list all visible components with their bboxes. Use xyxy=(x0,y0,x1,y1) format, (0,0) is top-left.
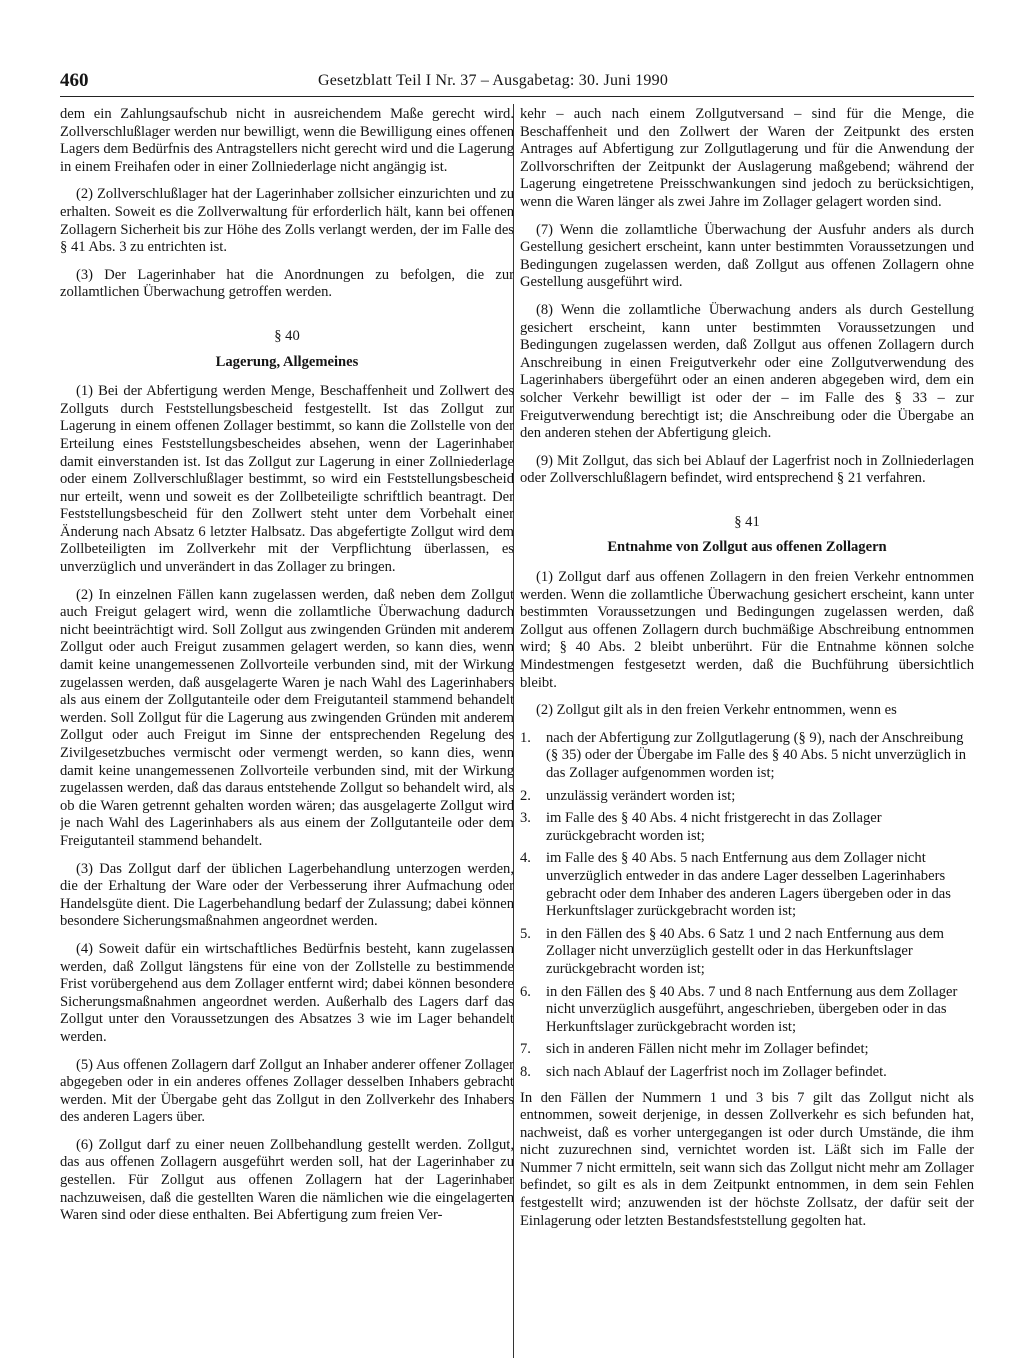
paragraph-continued: kehr – auch nach einem Zollgutversand – sind für die Menge, die Beschaffenheit und den Zollwert der Waren der Zeitpunkt des ersten Antrages auf Abfertigung zur Zollgutlagerung und für die Anwendung der Zollvorschriften der Zeitpunkt der Auslagerung maßgebend; während der Lagerung eingetretene Preisschwankungen sind jedoch zu berücksichtigen, wenn die Waren länger als zwei Jahre im Zollager gelagert worden sind. xyxy=(520,106,974,210)
list-item xyxy=(520,850,974,920)
page-number: 460 xyxy=(60,70,89,91)
list-item xyxy=(520,788,974,806)
list-text: unzulässig verändert worden ist; xyxy=(546,787,736,804)
list-number: 3. xyxy=(520,810,531,827)
list-text: nach der Abfertigung zur Zollgutlagerung (§ 9), nach der Anschreibung (§ 35) oder der Übergabe im Falle des § 40 Abs. 5 nicht unverzüglich in das Zollager aufgenommen worden ist; xyxy=(546,729,967,781)
section-title-41: Entnahme von Zollgut aus offenen Zollagern xyxy=(607,539,887,556)
list-number: 2. xyxy=(520,787,531,804)
paragraph-40-4: (4) Soweit dafür ein wirtschaftliches Bedürfnis besteht, kann zugelassen werden, daß Zollgut längstens für eine von der Zollstelle zu bestimmende Frist vorübergehend aus dem Zollager entfernt wird; dabei können besondere Sicherungsmaßnahmen angeordnet werden. Außerhalb des Lagers darf das Zollgut unter den Voraussetzungen des Absatzes 3 wie im Lager behandelt werden. xyxy=(60,940,514,1045)
paragraph-continued: dem ein Zahlungsaufschub nicht in ausreichendem Maße gerecht wird. Zollverschlußlager werden nur bewilligt, wenn die Bewilligung eines offenen Lagers dem Bedürfnis des Antragstellers nicht gerecht wird und die Lagerung in einem Freihafen oder in einer Zollniederlage nicht angängig ist. xyxy=(60,106,514,175)
left-column xyxy=(60,106,514,1356)
paragraph-40-8: (8) Wenn die zollamtliche Überwachung anders als durch Gestellung gesichert erscheint, kann unter bestimmten Voraussetzungen und Bedingungen zugelassen werden, daß Zollgut aus offenen Zollagern durch Anschreibung in einen Freigutverkehr oder eine Zollgutverwendung des Lagerinhabers übergeführt oder an einen anderen abgegeben wird, dem ein solcher Verkehr bewilligt ist oder der – im Falle des § 33 – zur Freigutverwendung berechtigt ist; die Anschreibung oder die Übergabe an den anderen stehen der Abfertigung gleich. xyxy=(520,301,974,442)
list-number: 7. xyxy=(520,1041,531,1058)
paragraph-40-5: (5) Aus offenen Zollagern darf Zollgut an Inhaber anderer offener Zollager abgegeben oder in ein anderes offenes Zollager desselben Inhabers gebracht werden. Mit der Übergabe geht das Zollgut in den Zollverkehr des Inhabers des anderen Lagers über. xyxy=(60,1056,514,1126)
paragraph-39-3: (3) Der Lagerinhaber hat die Anordnungen zu befolgen, die zur zollamtlichen Überwachung getroffen werden. xyxy=(60,266,514,301)
list-item xyxy=(520,810,974,845)
paragraph-39-2: (2) Zollverschlußlager hat der Lagerinhaber zollsicher einzurichten und zu erhalten. Soweit es die Zollverwaltung für erforderlich hält, kann bei offenen Zollagern Sicherheit bis zur Höhe des Zolls verlangt werden, der im Falle des § 41 Abs. 3 zu entrichten ist. xyxy=(60,186,514,256)
paragraph-41-1: (1) Zollgut darf aus offenen Zollagern in den freien Verkehr entnommen werden. Wenn die zollamtliche Überwachung gesichert erscheint, kann unter bestimmten Voraussetzungen und Bedingungen zugelassen werden, daß Zollgut aus offenen Zollagern durch buchmäßige Abschreibung entnommen wird; § 40 Abs. 2 bleibt unberührt. Für die Entnahme können solche Mindestmengen festgesetzt werden, daß die Buchführung übersichtlich bleibt. xyxy=(520,569,974,691)
list-item xyxy=(520,730,974,783)
list-item xyxy=(520,926,974,979)
right-column xyxy=(520,106,974,1356)
list-text: im Falle des § 40 Abs. 5 nach Entfernung aus dem Zollager nicht unverzüglich entweder in das andere Lager desselben Lagerinhabers gebracht oder dem Inhaber des anderen Lagers übergeben oder in das Herkunftslager zurückgebracht worden ist; xyxy=(546,850,951,920)
list-text: in den Fällen des § 40 Abs. 7 und 8 nach Entfernung aus dem Zollager nicht unverzüglich ausgeführt, angeschrieben, übergeben oder in das Herkunftslager zurückgebracht worden ist; xyxy=(546,983,958,1035)
list-item xyxy=(520,1041,974,1059)
list-number: 5. xyxy=(520,925,531,942)
list-number: 8. xyxy=(520,1063,531,1080)
list-item xyxy=(520,984,974,1037)
section-title-40: Lagerung, Allgemeines xyxy=(215,353,359,370)
list-text: sich nach Ablauf der Lagerfrist noch im Zollager befindet. xyxy=(546,1063,887,1080)
page-header xyxy=(60,70,974,97)
section-number-41: § 41 xyxy=(734,513,760,530)
list-text: im Falle des § 40 Abs. 4 nicht fristgerecht in das Zollager zurückgebracht worden ist; xyxy=(546,810,882,844)
list-number: 1. xyxy=(520,729,531,746)
list-item xyxy=(520,1064,974,1082)
paragraph-40-6: (6) Zollgut darf zu einer neuen Zollbehandlung gestellt werden. Zollgut, das aus offenen Zollagern ausgeführt werden soll, hat der Lagerinhaber zu gestellen. Für Zollgut aus offenen Zollagern hat der Lagerinhaber nachzuweisen, daß die gestellten Waren die nämlichen wie die eingelagerten Waren sind oder diese enthalten. Bei Abfertigung zum freien Ver- xyxy=(60,1136,514,1224)
paragraph-41-2: (2) Zollgut gilt als in den freien Verkehr entnommen, wenn es xyxy=(536,702,897,719)
list-number: 6. xyxy=(520,983,531,1000)
numbered-list xyxy=(520,730,974,1082)
list-number: 4. xyxy=(520,850,531,867)
paragraph-40-9: (9) Mit Zollgut, das sich bei Ablauf der Lagerfrist noch in Zollniederlagen oder Zollverschlußlagern befindet, wird entsprechend § 21 verfahren. xyxy=(520,452,974,487)
paragraph-40-7: (7) Wenn die zollamtliche Überwachung der Ausfuhr anders als durch Gestellung gesichert erscheint, kann unter bestimmten Voraussetzungen und Bedingungen zugelassen werden, daß Zollgut aus offenen Zollagern ohne Gestellung ausgeführt wird. xyxy=(520,221,974,291)
paragraph-40-1: (1) Bei der Abfertigung werden Menge, Beschaffenheit und Zollwert des Zollguts durch Feststellungsbescheid festgestellt. Ist das Zollgut zur Lagerung in einem offenen Zollager bestimmt, so kann die Zollstelle von der Erteilung eines Feststellungsbescheides absehen, wenn der Lagerinhaber damit einverstanden ist. Ist das Zollgut zur Lagerung in einer Zollniederlage oder einem Zollverschlußlager bestimmt, so wird ein Feststellungsbescheid nur erteilt, wenn und soweit es der Zollbeteiligte schriftlich beantragt. Der Feststellungsbescheid für den Zollwert steht unter dem Vorbehalt einer Änderung nach Absatz 6 letzter Halbsatz. Das abgefertigte Zollgut wird dem Zollbeteiligten im Zollverkehr mit der Verpflichtung überlassen, es unverzüglich und unverändert in das Zollager zu bringen. xyxy=(60,383,514,576)
section-number-40: § 40 xyxy=(274,327,300,344)
paragraph-40-2: (2) In einzelnen Fällen kann zugelassen werden, daß neben dem Zollgut auch Freigut gelagert wird, wenn die zollamtliche Überwachung dadurch nicht beeinträchtigt wird. Soll Zollgut aus zwingenden Gründen mit anderem Zollgut oder auch Freigut zusammen gelagert werden, so kann dies, wenn damit keine unangemessenen Zollvorteile verbunden sind, mit der Wirkung zugelassen werden, daß ausgelagerte Waren je nach Wahl des Lagerinhabers als aus einem der Zollgutanteile oder dem Freigutanteil stammend behandelt werden. Soll Zollgut für die Lagerung aus zwingenden Gründen mit anderem Zollgut oder auch Freigut im Sinne der entsprechenden Regelung des Zivilgesetzbuches vermischt oder vermengt werden, so kann dies, wenn damit keine unangemessenen Zollvorteile verbunden sind, mit der Wirkung zugelassen werden, daß das daraus entstehende Zollgut so behandelt wird, als ob die Waren getrennt gehalten worden wären; das ausgelagerte Zollgut wird je nach Wahl des Lagerinhabers als aus einem der Zollgutanteile oder dem Freigutanteil stammend behandelt. xyxy=(60,586,514,849)
list-text: sich in anderen Fällen nicht mehr im Zollager befindet; xyxy=(546,1041,869,1058)
paragraph-41-closing: In den Fällen der Nummern 1 und 3 bis 7 gilt das Zollgut nicht als entnommen, soweit derjenige, in dessen Zollverkehr es sich befunden hat, nachweist, daß es vorher untergegangen ist oder durch Umstände, die ihm nicht zuzurechnen sind, vernichtet worden ist. Läßt sich im Falle der Nummer 7 nicht ermitteln, seit wann sich das Zollgut nicht mehr am Zollager befindet, so gilt es als in dem Zeitpunkt entnommen, in dem sein Fehlen festgestellt wird; anzuwenden ist der höchste Zollsatz, der dafür seit der Einlagerung oder letzten Bestandsfeststellung gegolten hat. xyxy=(520,1089,974,1229)
running-head: Gesetzblatt Teil I Nr. 37 – Ausgabetag: 30. Juni 1990 xyxy=(318,72,669,89)
paragraph-40-3: (3) Das Zollgut darf der üblichen Lagerbehandlung unterzogen werden, die der Erhaltung der Ware oder der Verbesserung ihrer Aufmachung oder Handelsgüte dient. Die Lagerbehandlung bedarf der Zulassung; dabei können besondere Sicherungsmaßnahmen angeordnet werden. xyxy=(60,860,514,930)
list-text: in den Fällen des § 40 Abs. 6 Satz 1 und 2 nach Entfernung aus dem Zollager nicht unverzüglich gestellt oder in das Herkunftslager zurückgebracht worden ist; xyxy=(546,925,945,977)
